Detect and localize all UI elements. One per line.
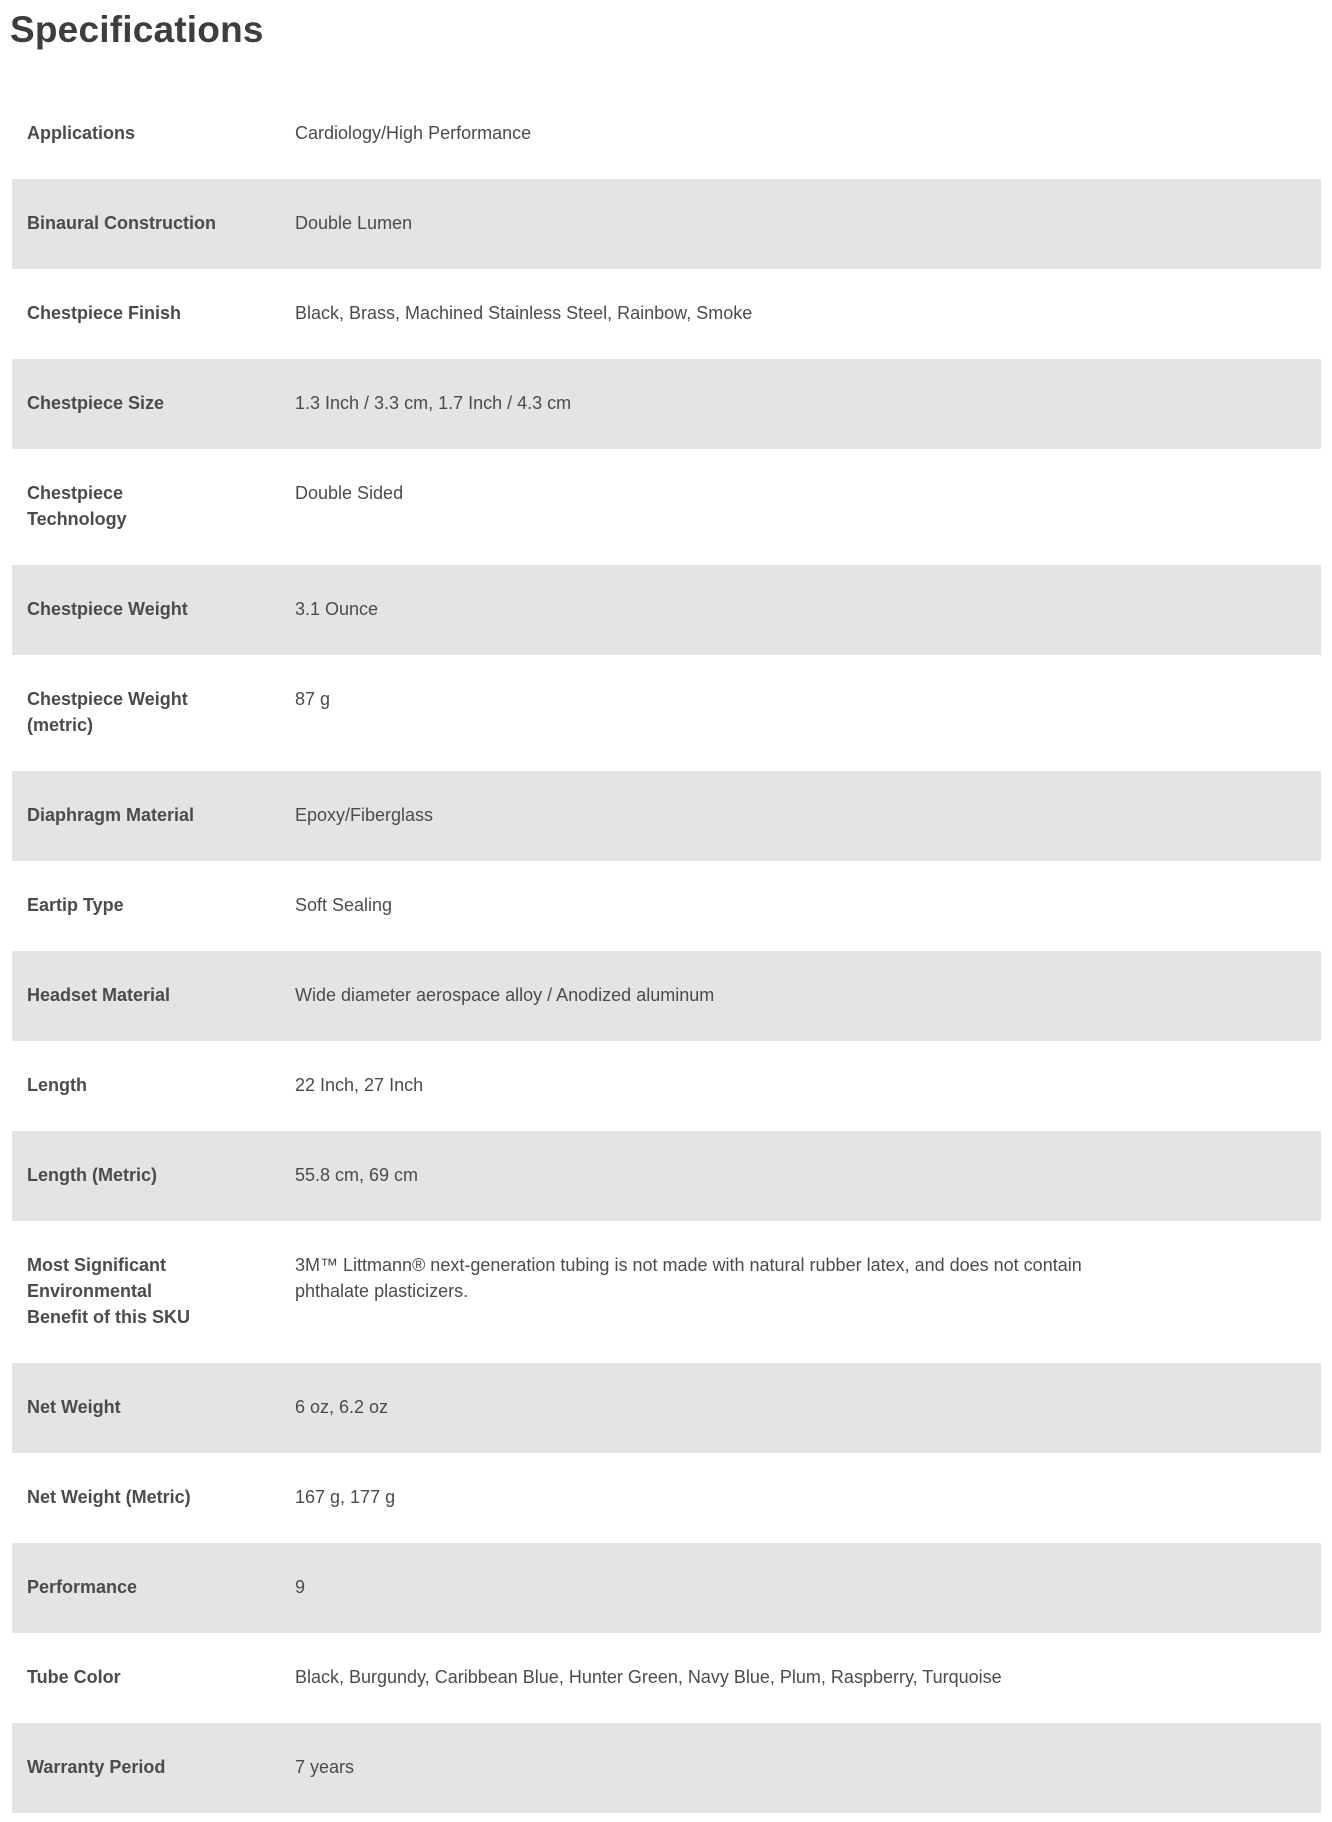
spec-row xyxy=(12,1723,1321,1813)
spec-value: Black, Burgundy, Caribbean Blue, Hunter Green, Navy Blue, Plum, Raspberry, Turquoise xyxy=(295,1667,1002,1687)
page-title: Specifications xyxy=(10,9,264,50)
spec-row xyxy=(12,951,1321,1041)
spec-label: Warranty Period xyxy=(27,1757,166,1777)
spec-value: Double Lumen xyxy=(295,213,413,233)
spec-value: 167 g, 177 g xyxy=(295,1487,396,1507)
spec-label: Chestpiece Weight (metric) xyxy=(27,689,188,735)
spec-label: Chestpiece Size xyxy=(27,393,165,413)
spec-value: Epoxy/Fiberglass xyxy=(295,805,434,825)
spec-value: 1.3 Inch / 3.3 cm, 1.7 Inch / 4.3 cm xyxy=(295,393,572,413)
spec-row xyxy=(12,89,1321,179)
spec-value: Double Sided xyxy=(295,483,404,503)
spec-label: Chestpiece Technology xyxy=(27,483,127,529)
spec-row xyxy=(12,565,1321,655)
spec-value: 9 xyxy=(295,1577,306,1597)
spec-row xyxy=(12,1131,1321,1221)
spec-label: Length xyxy=(27,1075,87,1095)
spec-row xyxy=(12,269,1321,359)
spec-row xyxy=(12,1633,1321,1723)
spec-row xyxy=(12,179,1321,269)
spec-value: 55.8 cm, 69 cm xyxy=(295,1165,419,1185)
spec-row xyxy=(12,359,1321,449)
spec-label: Applications xyxy=(27,123,136,143)
spec-label: Chestpiece Finish xyxy=(27,303,182,323)
spec-value: 6 oz, 6.2 oz xyxy=(295,1397,389,1417)
spec-row xyxy=(12,1453,1321,1543)
spec-label: Diaphragm Material xyxy=(27,805,195,825)
spec-row xyxy=(12,449,1321,565)
spec-value: 3M™ Littmann® next-generation tubing is not made with natural rubber latex, and does not contain phthalate plasticizers. xyxy=(295,1255,1082,1301)
spec-row xyxy=(12,1543,1321,1633)
specifications-table xyxy=(12,89,1321,1813)
spec-row xyxy=(12,655,1321,771)
spec-label: Binaural Construction xyxy=(27,213,217,233)
spec-value: Cardiology/High Performance xyxy=(295,123,532,143)
spec-value: Wide diameter aerospace alloy / Anodized aluminum xyxy=(295,985,715,1005)
spec-label: Net Weight xyxy=(27,1397,121,1417)
spec-row xyxy=(12,1221,1321,1363)
spec-label: Tube Color xyxy=(27,1667,121,1687)
spec-label: Most Significant Environmental Benefit of this SKU xyxy=(27,1255,191,1327)
spec-row xyxy=(12,861,1321,951)
spec-label: Performance xyxy=(27,1577,138,1597)
spec-row xyxy=(12,1041,1321,1131)
spec-label: Length (Metric) xyxy=(27,1165,157,1185)
spec-value: Soft Sealing xyxy=(295,895,393,915)
spec-row xyxy=(12,1363,1321,1453)
spec-row xyxy=(12,771,1321,861)
spec-value: 3.1 Ounce xyxy=(295,599,379,619)
spec-value: 87 g xyxy=(295,689,331,709)
spec-label: Headset Material xyxy=(27,985,171,1005)
spec-label: Eartip Type xyxy=(27,895,124,915)
spec-value: Black, Brass, Machined Stainless Steel, Rainbow, Smoke xyxy=(295,303,753,323)
spec-value: 7 years xyxy=(295,1757,355,1777)
spec-label: Net Weight (Metric) xyxy=(27,1487,191,1507)
spec-label: Chestpiece Weight xyxy=(27,599,188,619)
spec-value: 22 Inch, 27 Inch xyxy=(295,1075,424,1095)
